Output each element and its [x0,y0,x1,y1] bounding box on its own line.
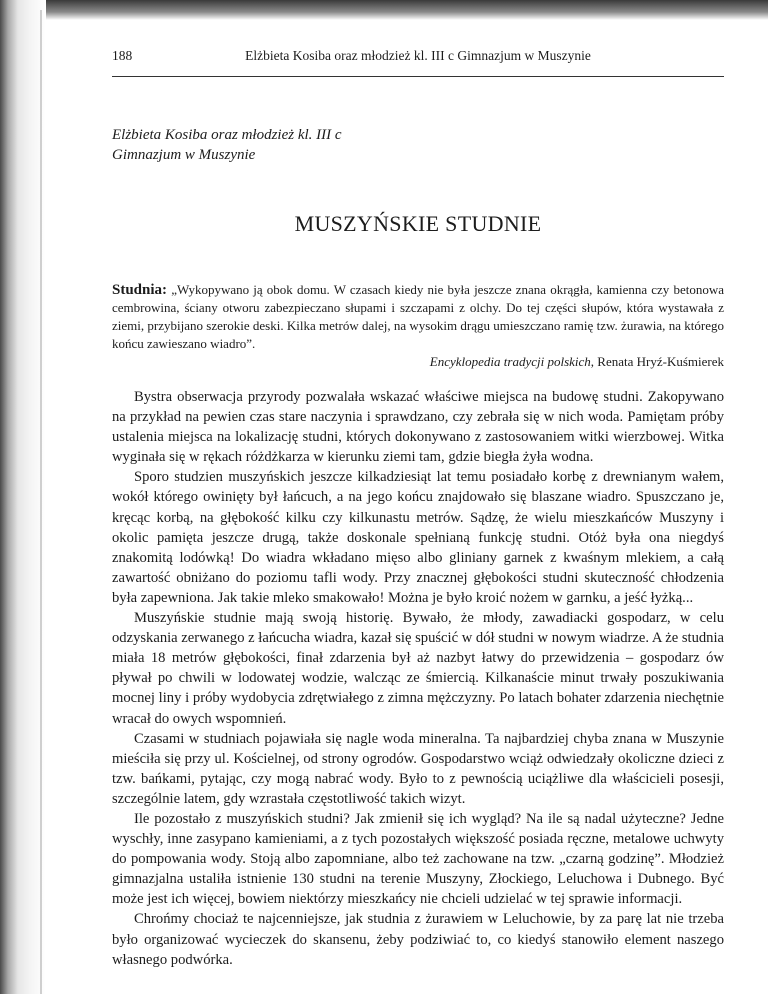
epigraph-source-author: , Renata Hryź-Kuśmierek [590,354,724,369]
paragraph: Czasami w studniach pojawiała się nagle woda mineralna. Ta najbardziej chyba znana w Muszynie mieściła się przy ul. Kościelnej, od strony ogrodów. Gospodarstwo wciąż odwiedzały okoliczne dzieci z tzw. bańkami, pytając, czy mogą nabrać wody. Było to z pewnością uciążliwe dla właścicieli posesji, szczególnie latem, gdy wzrastała częstotliwość takich wizyt. [112,730,724,807]
author-line-2: Gimnazjum w Muszynie [112,147,256,163]
header-rule [112,76,724,77]
paragraph: Bystra obserwacja przyrody pozwalała wskazać właściwe miejsca na budowę studni. Zakopywano na przykład na pewien czas stare naczynia i sprawdzano, czy zebrała się w nich woda. Pamiętam próby ustalenia miejsca na lokalizację studni, których dokonywano z zastosowaniem witki wierzbowej. Witka wyginała się w rękach różdżkarza w kierunku ziemi tam, gdzie biegła żyła wodna. [112,389,724,466]
epigraph-source [112,353,724,371]
scan-binding-line [40,10,42,994]
paragraph: Ile pozostało z muszyńskich studni? Jak zmienił się ich wygląd? Na ile są nadal użyteczne? Jedne wyschły, inne zasypano kamieniami, a z tych pozostałych większość posiada ręczne, metalowe uchwyty do pompowania wody. Stoją albo zapomniane, albo też zachowane na tzw. „czarną godzinę”. Młodzież gimnazjalna ustaliła istnienie 130 studni na terenie Muszyny, Złockiego, Leluchowa i Dubnego. Być może jest ich więcej, bowiem niektórzy mieszkańcy nie chcieli udzielać w tej sprawie informacji. [112,810,724,908]
scan-top-edge [0,0,768,20]
paragraph: Chrońmy chociaż te najcenniejsze, jak studnia z żurawiem w Leluchowie, by za parę lat nie trzeba było organizować wycieczek do skansenu, żeby podziwiać to, co kiedyś stanowiło element naszego własnego podwórka. [112,911,724,968]
author-block [112,125,724,165]
epigraph-text: „Wykopywano ją obok domu. W czasach kiedy nie była jeszcze znana okrągła, kamienna czy betonowa cembrowina, ściany otworu zabezpieczano słupami i szczapami z olchy. Do tej części słupów, która wystawała z ziemi, przybijano szerokie deski. Kilka metrów dalej, na wysokim drągu umieszczano ramię tzw. żurawia, na którego końcu zawieszano wiadro”. [112,282,724,351]
paragraph: Sporo studzien muszyńskich jeszcze kilkadziesiąt lat temu posiadało korbę z drewnianym wałem, wokół którego owinięty był łańcuch, a na jego końcu znajdowało się blaszane wiadro. Spuszczano je, kręcąc korbą, na głębokość kilku czy kilkunastu metrów. Sądzę, że wielu mieszkańców Muszyny i okolic pamięta jeszcze drugą, także doskonale spełnianą funkcję studni. Otóż była ona niegdyś znakomitą lodówką! Do wiadra wkładano mięso albo gliniany garnek z kwaśnym mlekiem, a całą zawartość obniżano do poziomu tafli wody. Przy znacznej głębokości studni skuteczność chłodzenia była zapewniona. Jak takie mleko smakowało! Można je było kroić nożem w garnku, a jeść łyżką... [112,469,724,606]
epigraph [112,281,724,353]
running-header [112,48,724,74]
page-number: 188 [112,48,133,63]
epigraph-label: Studnia: [112,282,168,298]
document-page [112,48,724,970]
body-text [112,387,724,970]
author-line-1: Elżbieta Kosiba oraz młodzież kl. III c [112,127,342,143]
epigraph-source-title: Encyklopedia tradycji polskich [429,354,591,369]
paragraph: Muszyńskie studnie mają swoją historię. Bywało, że młody, zawadiacki gospodarz, w celu odzyskania zerwanego z łańcucha wiadra, kazał się spuścić w dół studni w nowym wiadrze. A że studnia miała 18 metrów głębokości, finał zdarzenia był aż nazbyt łatwy do przewidzenia – gospodarz ów pływał po chwili w lodowatej wodzie, walcząc ze śmiercią. Kilkanaście minut trwały poszukiwania mocnej liny i próby wydobycia zdrętwiałego z zimna mężczyzny. Po latach bohater zdarzenia niechętnie wracał do owych wspomnień. [112,610,724,727]
running-title: Elżbieta Kosiba oraz młodzież kl. III c Gimnazjum w Muszynie [245,48,591,63]
article-title: MUSZYŃSKIE STUDNIE [294,211,542,236]
